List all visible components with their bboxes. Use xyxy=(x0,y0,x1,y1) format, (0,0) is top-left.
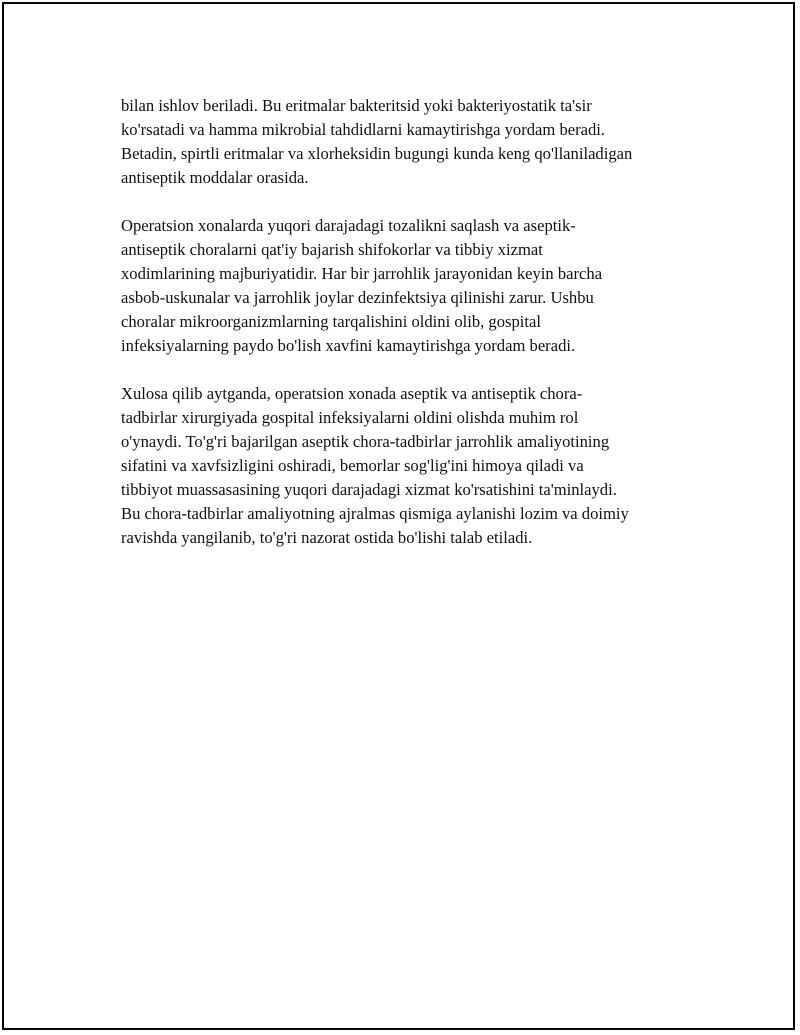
paragraph-line: choralar mikroorganizmlarning tarqalishini oldini olib, gospital xyxy=(121,312,541,331)
paragraph-line: tadbirlar xirurgiyada gospital infeksiyalarni oldini olishda muhim rol xyxy=(121,408,579,427)
paragraph-line: antiseptik choralarni qat'iy bajarish shifokorlar va tibbiy xizmat xyxy=(121,240,543,259)
paragraph-line: Bu chora-tadbirlar amaliyotning ajralmas qismiga aylanishi lozim va doimiy xyxy=(121,504,629,523)
paragraph-line: xodimlarining majburiyatidir. Har bir jarrohlik jarayonidan keyin barcha xyxy=(121,264,603,283)
paragraph-line: Operatsion xonalarda yuqori darajadagi tozalikni saqlash va aseptik- xyxy=(121,216,576,235)
paragraph-1 xyxy=(121,94,711,190)
paragraph-spacer xyxy=(121,190,711,214)
paragraph-line: sifatini va xavfsizligini oshiradi, bemorlar sog'lig'ini himoya qiladi va xyxy=(121,456,584,475)
document-body xyxy=(121,94,711,550)
paragraph-3 xyxy=(121,382,711,550)
document-page xyxy=(2,2,795,1030)
paragraph-2 xyxy=(121,214,711,358)
paragraph-line: asbob-uskunalar va jarrohlik joylar dezinfektsiya qilinishi zarur. Ushbu xyxy=(121,288,594,307)
paragraph-line: o'ynaydi. To'g'ri bajarilgan aseptik chora-tadbirlar jarrohlik amaliyotining xyxy=(121,432,610,451)
paragraph-spacer xyxy=(121,358,711,382)
paragraph-line: Xulosa qilib aytganda, operatsion xonada aseptik va antiseptik chora- xyxy=(121,384,583,403)
paragraph-line: ravishda yangilanib, to'g'ri nazorat ostida bo'lishi talab etiladi. xyxy=(121,528,533,547)
paragraph-line: tibbiyot muassasasining yuqori darajadagi xizmat ko'rsatishini ta'minlaydi. xyxy=(121,480,617,499)
paragraph-line: bilan ishlov beriladi. Bu eritmalar bakteritsid yoki bakteriyostatik ta'sir xyxy=(121,96,592,115)
paragraph-line: Betadin, spirtli eritmalar va xlorheksidin bugungi kunda keng qo'llaniladigan xyxy=(121,144,633,163)
paragraph-line: ko'rsatadi va hamma mikrobial tahdidlarni kamaytirishga yordam beradi. xyxy=(121,120,606,139)
paragraph-line: antiseptik moddalar orasida. xyxy=(121,168,309,187)
paragraph-line: infeksiyalarning paydo bo'lish xavfini kamaytirishga yordam beradi. xyxy=(121,336,576,355)
